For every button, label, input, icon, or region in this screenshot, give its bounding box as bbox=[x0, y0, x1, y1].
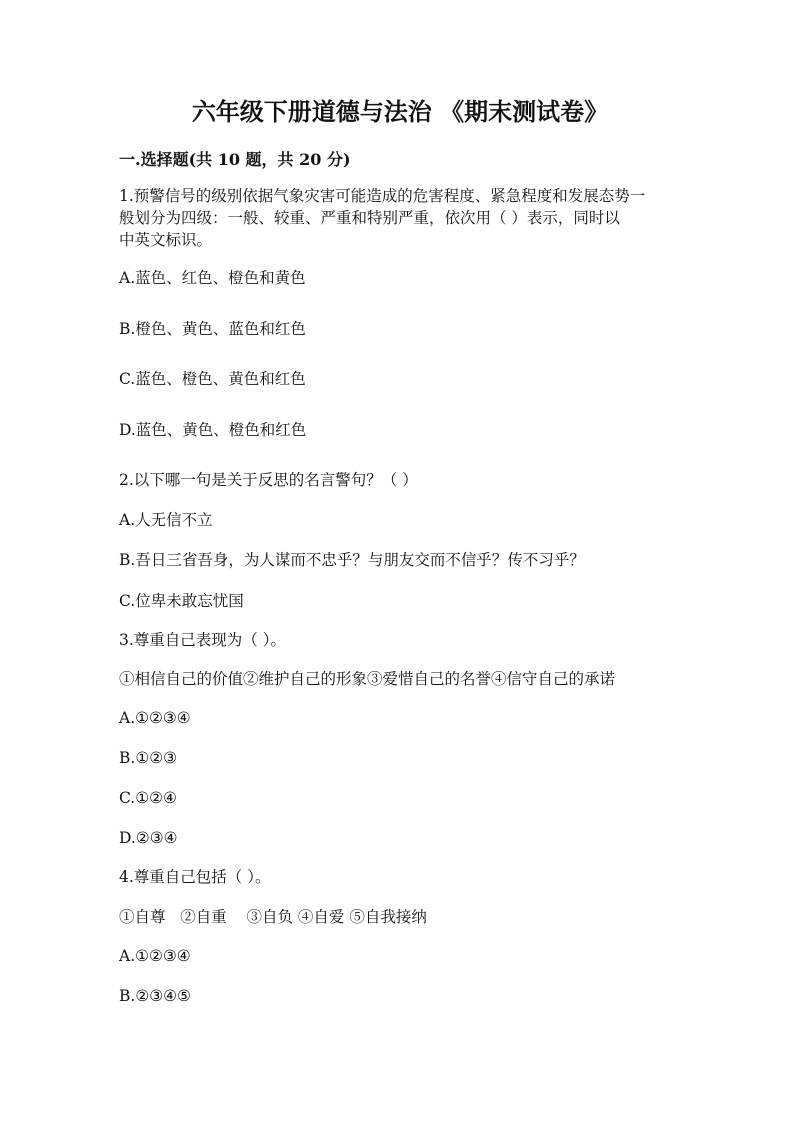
question-1-option-c: C.蓝色、橙色、黄色和红色 bbox=[119, 370, 306, 388]
question-1-option-d: D.蓝色、黄色、橙色和红色 bbox=[119, 421, 307, 439]
question-3-option-c: C.①②④ bbox=[119, 789, 177, 807]
question-4-option-a: A.①②③④ bbox=[119, 947, 191, 965]
question-4-option-b: B.②③④⑤ bbox=[119, 987, 191, 1005]
page-title: 六年级下册道德与法治 《期末测试卷》 bbox=[191, 97, 609, 126]
question-1-option-b: B.橙色、黄色、蓝色和红色 bbox=[119, 320, 306, 338]
question-4-stem: 4.尊重自己包括（ ）。 bbox=[119, 868, 271, 886]
question-2-option-c: C.位卑未敢忘忧国 bbox=[119, 592, 244, 610]
question-3-stem: 3.尊重自己表现为（ ）。 bbox=[119, 631, 286, 649]
question-3-option-b: B.①②③ bbox=[119, 749, 178, 767]
question-1-line-1: 1.预警信号的级别依据气象灾害可能造成的危害程度、紧急程度和发展态势一 bbox=[119, 187, 646, 205]
question-3-option-a: A.①②③④ bbox=[119, 709, 191, 727]
question-1-option-a: A.蓝色、红色、橙色和黄色 bbox=[119, 269, 306, 287]
question-4-items: ①自尊 ②自重 ③自负 ④自爱 ⑤自我接纳 bbox=[119, 908, 427, 926]
question-2-stem: 2.以下哪一句是关于反思的名言警句？（ ） bbox=[119, 471, 418, 489]
question-2-option-a: A.人无信不立 bbox=[119, 511, 213, 529]
question-1-stem bbox=[119, 185, 679, 251]
question-3-items: ①相信自己的价值②维护自己的形象③爱惜自己的名誉④信守自己的承诺 bbox=[119, 670, 616, 688]
section-heading: 一.选择题(共 10 题，共 20 分) bbox=[119, 150, 351, 169]
question-3-option-d: D.②③④ bbox=[119, 829, 178, 847]
question-2-option-b: B.吾日三省吾身，为人谋而不忠乎？与朋友交而不信乎？传不习乎？ bbox=[119, 551, 585, 569]
question-1-line-2: 般划分为四级：一般、较重、严重和特别严重，依次用（ ）表示，同时以 bbox=[119, 209, 620, 227]
question-1-line-3: 中英文标识。 bbox=[119, 231, 213, 249]
